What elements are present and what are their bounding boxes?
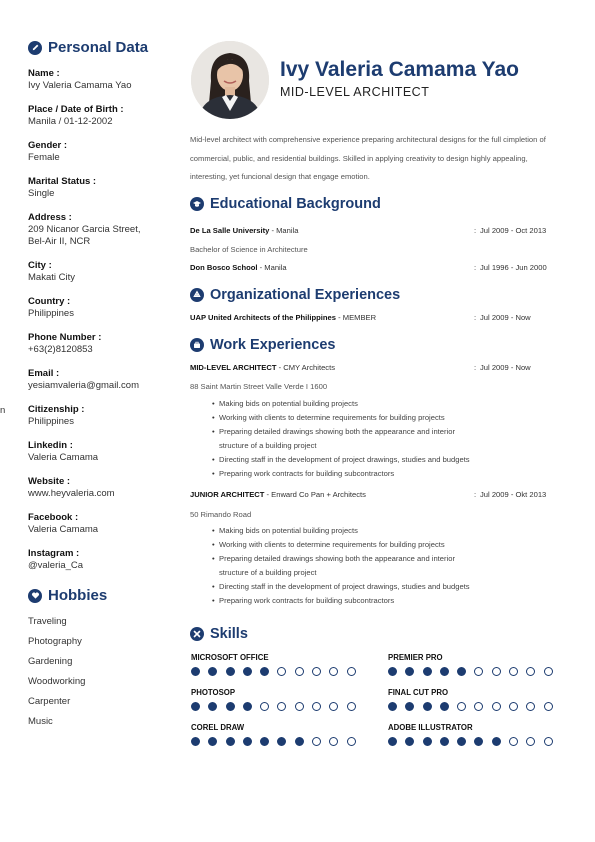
- skill-dot-empty: [312, 667, 321, 676]
- skill-dot-empty: [509, 702, 518, 711]
- skill-dot-filled: [226, 737, 235, 746]
- skill-dot-empty: [277, 667, 286, 676]
- responsibility-item: • Preparing work contracts for building subcontractors: [213, 467, 553, 481]
- entry-period: Jul 2009 - Okt 2013: [480, 490, 547, 499]
- colon-separator: :: [474, 363, 477, 372]
- skill-name: MICROSOFT OFFICE: [191, 653, 269, 662]
- skill-dot-empty: [474, 702, 483, 711]
- skill-dot-filled: [423, 702, 432, 711]
- skill-dot-filled: [243, 702, 252, 711]
- field-label: Website :: [28, 476, 71, 487]
- graduation-cap-icon: [190, 197, 204, 211]
- field-city: [28, 260, 173, 296]
- skill-rating: [191, 737, 356, 746]
- briefcase-icon: [190, 338, 204, 352]
- field-label: Marital Status :: [28, 176, 97, 187]
- field-name: [28, 68, 173, 104]
- company-name: - Enward Co Pan + Architects: [264, 490, 366, 499]
- institution-location: - Manila: [257, 263, 287, 272]
- field-website: [28, 476, 173, 512]
- field-instagram: [28, 548, 173, 584]
- organization-entry-1: [190, 313, 560, 322]
- skills-title: Skills: [210, 626, 248, 642]
- responsibility-item: • Working with clients to determine requirements for building projects: [213, 538, 553, 552]
- hobby-item: Traveling: [28, 616, 67, 627]
- responsibility-item-continued: structure of a building project: [219, 568, 317, 577]
- company-name: - CMY Architects: [276, 363, 335, 372]
- institution-name: De La Salle University: [190, 226, 270, 235]
- field-address: [28, 212, 173, 260]
- responsibility-item: • Making bids on potential building projects: [213, 397, 553, 411]
- organization-title: Organizational Experiences: [210, 287, 401, 303]
- skill-dot-filled: [191, 702, 200, 711]
- field-value: +63(2)8120853: [28, 344, 93, 355]
- work-title: Work Experiences: [210, 337, 336, 353]
- job-title: JUNIOR ARCHITECT: [190, 490, 265, 499]
- skill-dot-empty: [509, 667, 518, 676]
- field-gender: [28, 140, 173, 176]
- skill-dot-filled: [208, 702, 217, 711]
- skill-dot-filled: [260, 737, 269, 746]
- responsibility-item-continued: structure of a building project: [219, 441, 317, 450]
- skill-dot-filled: [226, 702, 235, 711]
- skill-block: [191, 653, 356, 676]
- skill-dot-filled: [277, 737, 286, 746]
- skill-dot-filled: [474, 737, 483, 746]
- skill-dot-filled: [295, 737, 304, 746]
- skill-dot-empty: [492, 702, 501, 711]
- stray-text-mark: n: [0, 405, 6, 416]
- skill-dot-empty: [492, 667, 501, 676]
- skill-dot-filled: [191, 737, 200, 746]
- field-label: Email :: [28, 368, 60, 379]
- skill-dot-filled: [191, 667, 200, 676]
- skill-dot-empty: [544, 667, 553, 676]
- skill-rating: [191, 667, 356, 676]
- field-label: Phone Number :: [28, 332, 102, 343]
- field-value: 209 Nicanor Garcia Street,: [28, 224, 141, 235]
- responsibility-item: • Preparing detailed drawings showing both the appearance and interior: [213, 425, 553, 439]
- skill-dot-empty: [295, 667, 304, 676]
- skill-name: ADOBE ILLUSTRATOR: [388, 723, 473, 732]
- skill-dot-empty: [312, 737, 321, 746]
- field-label: Place / Date of Birth :: [28, 104, 124, 115]
- field-label: Name :: [28, 68, 60, 79]
- entry-period: Jul 2009 - Now: [480, 313, 531, 322]
- field-value: @valeria_Ca: [28, 560, 84, 571]
- field-value: Makati City: [28, 272, 75, 283]
- entry-period: Jul 1996 - Jun 2000: [480, 263, 547, 272]
- tools-icon: [190, 627, 204, 641]
- skill-name: PHOTOSOP: [191, 688, 236, 697]
- field-phone: [28, 332, 173, 368]
- field-marital-status: [28, 176, 173, 212]
- company-address: 50 Rimando Road: [190, 510, 252, 519]
- skill-dot-filled: [405, 667, 414, 676]
- skill-dot-filled: [226, 667, 235, 676]
- hobbies-list: [28, 615, 85, 735]
- skill-dot-filled: [457, 667, 466, 676]
- field-facebook: [28, 512, 173, 548]
- personal-data-list: [28, 68, 173, 584]
- hobbies-title: Hobbies: [48, 587, 108, 604]
- hobby-item: Woodworking: [28, 676, 86, 687]
- field-label: Linkedin :: [28, 440, 73, 451]
- field-label: Gender :: [28, 140, 68, 151]
- skill-dot-empty: [347, 702, 356, 711]
- institution-location: - Manila: [269, 226, 299, 235]
- profile-summary: Mid-level architect with comprehensive experience preparing architectural designs for the full cimpletion of commercial, public, and residential buildings. Skilled in applying creativity to design highly appealing, interesting, yet funcional design that engage emotion.: [190, 135, 546, 181]
- field-label: Instagram :: [28, 548, 80, 559]
- skill-dot-empty: [329, 702, 338, 711]
- organization-name: UAP United Architects of the Philippines: [190, 313, 336, 322]
- skill-dot-filled: [492, 737, 501, 746]
- field-value: www.heyvaleria.com: [28, 488, 115, 499]
- hobby-item: Music: [28, 716, 53, 727]
- skill-rating: [388, 702, 553, 711]
- skill-dot-filled: [243, 667, 252, 676]
- field-value: Female: [28, 152, 60, 163]
- skill-dot-empty: [347, 667, 356, 676]
- field-value: Single: [28, 188, 55, 199]
- education-heading: [190, 196, 381, 212]
- field-country: [28, 296, 173, 332]
- skill-name: COREL DRAW: [191, 723, 245, 732]
- field-value: Valeria Camama: [28, 524, 99, 535]
- work-entry-2: [190, 490, 560, 499]
- skill-block: [388, 688, 553, 711]
- field-value: Philippines: [28, 416, 74, 427]
- skill-rating: [388, 737, 553, 746]
- responsibility-item: • Preparing work contracts for building subcontractors: [213, 594, 553, 608]
- skill-dot-empty: [474, 667, 483, 676]
- skill-dot-filled: [388, 667, 397, 676]
- responsibility-item: • Directing staff in the development of project drawings, studies and budgets: [213, 453, 553, 467]
- candidate-role: MID-LEVEL ARCHITECT: [280, 85, 430, 99]
- skill-dot-empty: [526, 737, 535, 746]
- skill-dot-filled: [405, 702, 414, 711]
- skill-dot-filled: [457, 737, 466, 746]
- skill-dot-filled: [440, 737, 449, 746]
- field-label: Address :: [28, 212, 72, 223]
- skill-dot-filled: [440, 667, 449, 676]
- degree-text: Bachelor of Science in Architecture: [190, 245, 308, 254]
- skill-rating: [191, 702, 356, 711]
- skill-dot-filled: [260, 667, 269, 676]
- skill-dot-filled: [388, 702, 397, 711]
- skill-name: FINAL CUT PRO: [388, 688, 449, 697]
- candidate-name: Ivy Valeria Camama Yao: [280, 58, 519, 81]
- skill-block: [191, 688, 356, 711]
- skill-dot-filled: [440, 702, 449, 711]
- education-title: Educational Background: [210, 196, 381, 212]
- skill-dot-empty: [526, 667, 535, 676]
- hobby-item: Gardening: [28, 656, 73, 667]
- skill-dot-empty: [329, 667, 338, 676]
- field-birth: [28, 104, 173, 140]
- heart-icon: [28, 589, 42, 603]
- field-value: Philippines: [28, 308, 74, 319]
- field-value: yesiamvaleria@gmail.com: [28, 380, 140, 391]
- left-column: [0, 0, 175, 842]
- organization-heading: [190, 287, 400, 303]
- education-entry-1: [190, 226, 560, 235]
- personal-data-title: Personal Data: [48, 39, 149, 56]
- skill-dot-empty: [509, 737, 518, 746]
- responsibilities-list: [213, 524, 553, 608]
- personal-data-heading: [28, 39, 148, 56]
- responsibility-item: • Preparing detailed drawings showing both the appearance and interior: [213, 552, 553, 566]
- hobbies-heading: [28, 587, 107, 604]
- job-title: MID-LEVEL ARCHITECT: [190, 363, 277, 372]
- institution-name: Don Bosco School: [190, 263, 258, 272]
- skill-dot-filled: [243, 737, 252, 746]
- skill-dot-empty: [312, 702, 321, 711]
- field-value: Manila / 01-12-2002: [28, 116, 113, 127]
- skill-block: [388, 723, 553, 746]
- portrait-illustration: [191, 41, 269, 119]
- work-entry-1: [190, 363, 560, 372]
- skill-name: PREMIER PRO: [388, 653, 443, 662]
- skill-dot-empty: [347, 737, 356, 746]
- skill-dot-filled: [208, 737, 217, 746]
- field-label: Citizenship :: [28, 404, 85, 415]
- skill-dot-empty: [329, 737, 338, 746]
- skill-dot-empty: [277, 702, 286, 711]
- field-label: City :: [28, 260, 52, 271]
- field-citizenship: [28, 404, 173, 440]
- skills-heading: [190, 626, 248, 642]
- profile-photo: [191, 41, 269, 119]
- skill-dot-filled: [405, 737, 414, 746]
- skill-dot-filled: [423, 667, 432, 676]
- skill-dot-empty: [526, 702, 535, 711]
- colon-separator: :: [474, 226, 477, 235]
- organization-role: - MEMBER: [336, 313, 377, 322]
- responsibility-item: • Making bids on potential building projects: [213, 524, 553, 538]
- responsibility-item: • Directing staff in the development of project drawings, studies and budgets: [213, 580, 553, 594]
- entry-period: Jul 2009 - Now: [480, 363, 531, 372]
- skill-rating: [388, 667, 553, 676]
- field-label: Facebook :: [28, 512, 79, 523]
- hobby-item: Photography: [28, 636, 82, 647]
- skill-dot-filled: [423, 737, 432, 746]
- skill-dot-empty: [544, 702, 553, 711]
- company-address: 88 Saint Martin Street Valle Verde I 1600: [190, 382, 328, 391]
- field-email: [28, 368, 173, 404]
- skill-block: [191, 723, 356, 746]
- hobby-item: Carpenter: [28, 696, 71, 707]
- field-value: Ivy Valeria Camama Yao: [28, 80, 132, 91]
- recycle-icon: [190, 288, 204, 302]
- colon-separator: :: [474, 313, 477, 322]
- skill-dot-empty: [295, 702, 304, 711]
- entry-period: Jul 2009 - Oct 2013: [480, 226, 547, 235]
- skill-dot-filled: [388, 737, 397, 746]
- skill-dot-empty: [544, 737, 553, 746]
- skill-block: [388, 653, 553, 676]
- skill-dot-empty: [457, 702, 466, 711]
- work-heading: [190, 337, 335, 353]
- field-value: Valeria Camama: [28, 452, 99, 463]
- colon-separator: :: [474, 263, 477, 272]
- responsibility-item: • Working with clients to determine requirements for building projects: [213, 411, 553, 425]
- education-entry-2: [190, 263, 560, 272]
- colon-separator: :: [474, 490, 477, 499]
- field-value-line2: Bel-Air II, NCR: [28, 236, 91, 247]
- skill-dot-filled: [208, 667, 217, 676]
- pencil-icon: [28, 41, 42, 55]
- field-label: Country :: [28, 296, 71, 307]
- responsibilities-list: [213, 397, 553, 481]
- field-linkedin: [28, 440, 173, 476]
- skill-dot-empty: [260, 702, 269, 711]
